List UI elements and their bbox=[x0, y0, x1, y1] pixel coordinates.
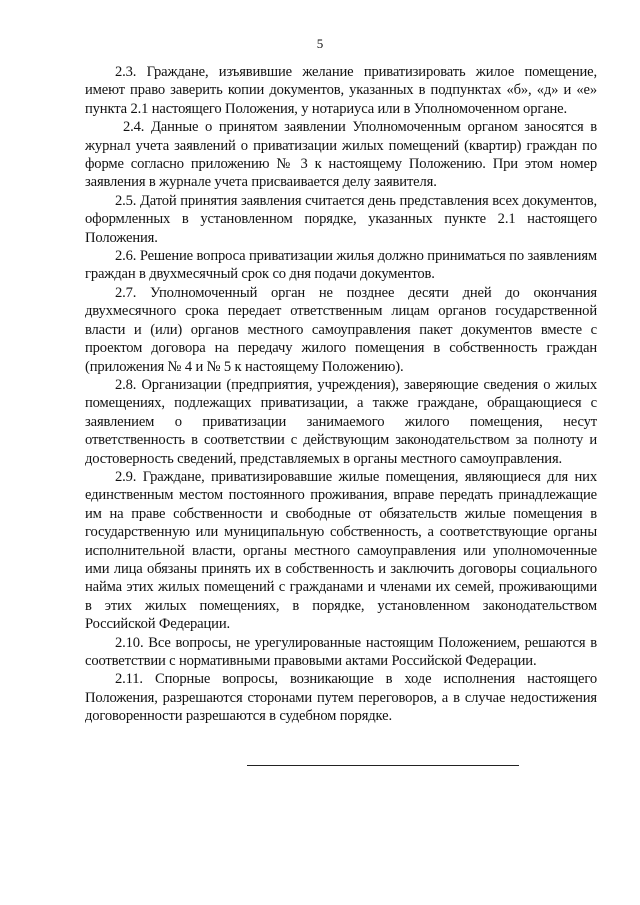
paragraph-2-3: 2.3. Граждане, изъявившие желание приватизировать жилое помещение, имеют право заверить копии документов, указанных в подпунктах «б», «д» и «е» пункта 2.1 настоящего Положения, у нотариуса или в Уполномоченном органе. bbox=[85, 64, 597, 117]
paragraph-2-10: 2.10. Все вопросы, не урегулированные настоящим Положением, решаются в соответствии с нормативными правовыми актами Российской Федерации. bbox=[85, 634, 597, 669]
page-number: 5 bbox=[316, 36, 324, 51]
paragraph-2-9: 2.9. Граждане, приватизировавшие жилые помещения, являющиеся для них единственным местом постоянного проживания, вправе передать принадлежащие им на праве собственности и свободные от обязательств жилые помещения в государственную или муниципальную собственность, а соответствующие органы исполнительной власти, органы местного самоуправления или уполномоченные ими лица обязаны принять их в собственность и заключить договоры социального найма этих жилых помещений с гражданами и членами их семей, проживающими в этих жилых помещениях, в порядке, установленном законодательством Российской Федерации. bbox=[85, 468, 597, 633]
paragraph-2-4: 2.4. Данные о принятом заявлении Уполномоченным органом заносятся в журнал учета заявлений о приватизации жилых помещений (квартир) граждан по форме согласно приложению № 3 к настоящему Положению. При этом номер заявления в журнале учета присваивается делу заявителя. bbox=[85, 119, 597, 191]
closing-rule bbox=[247, 765, 519, 766]
paragraph-2-11: 2.11. Спорные вопросы, возникающие в ходе исполнения настоящего Положения, разрешаются сторонами путем переговоров, а в случае недостижения договоренности разрешаются в судебном порядке. bbox=[85, 671, 597, 725]
paragraph-2-5: 2.5. Датой принятия заявления считается день представления всех документов, оформленных в установленном порядке, указанных пункте 2.1 настоящего Положения. bbox=[85, 192, 597, 246]
paragraph-2-7: 2.7. Уполномоченный орган не позднее десяти дней до окончания двухмесячного срока передает ответственным лицам органов государственной власти и (или) органов местного самоуправления пакет документов вместе с проектом договора на передачу жилого помещения в собственность граждан (приложения № 4 и № 5 к настоящему Положению). bbox=[85, 284, 597, 375]
paragraph-2-6: 2.6. Решение вопроса приватизации жилья должно приниматься по заявлениям граждан в двухмесячный срок со дня подачи документов. bbox=[85, 248, 597, 283]
document-body bbox=[85, 63, 597, 726]
paragraph-2-8: 2.8. Организации (предприятия, учреждения), заверяющие сведения о жилых помещениях, подлежащих приватизации, а также граждане, обращающиеся с заявлением о приватизации занимаемого жилого помещения, несут ответственность в соответствии с действующим законодательством за полноту и достоверность сведений, представляемых в органы местного самоуправления. bbox=[85, 376, 597, 467]
